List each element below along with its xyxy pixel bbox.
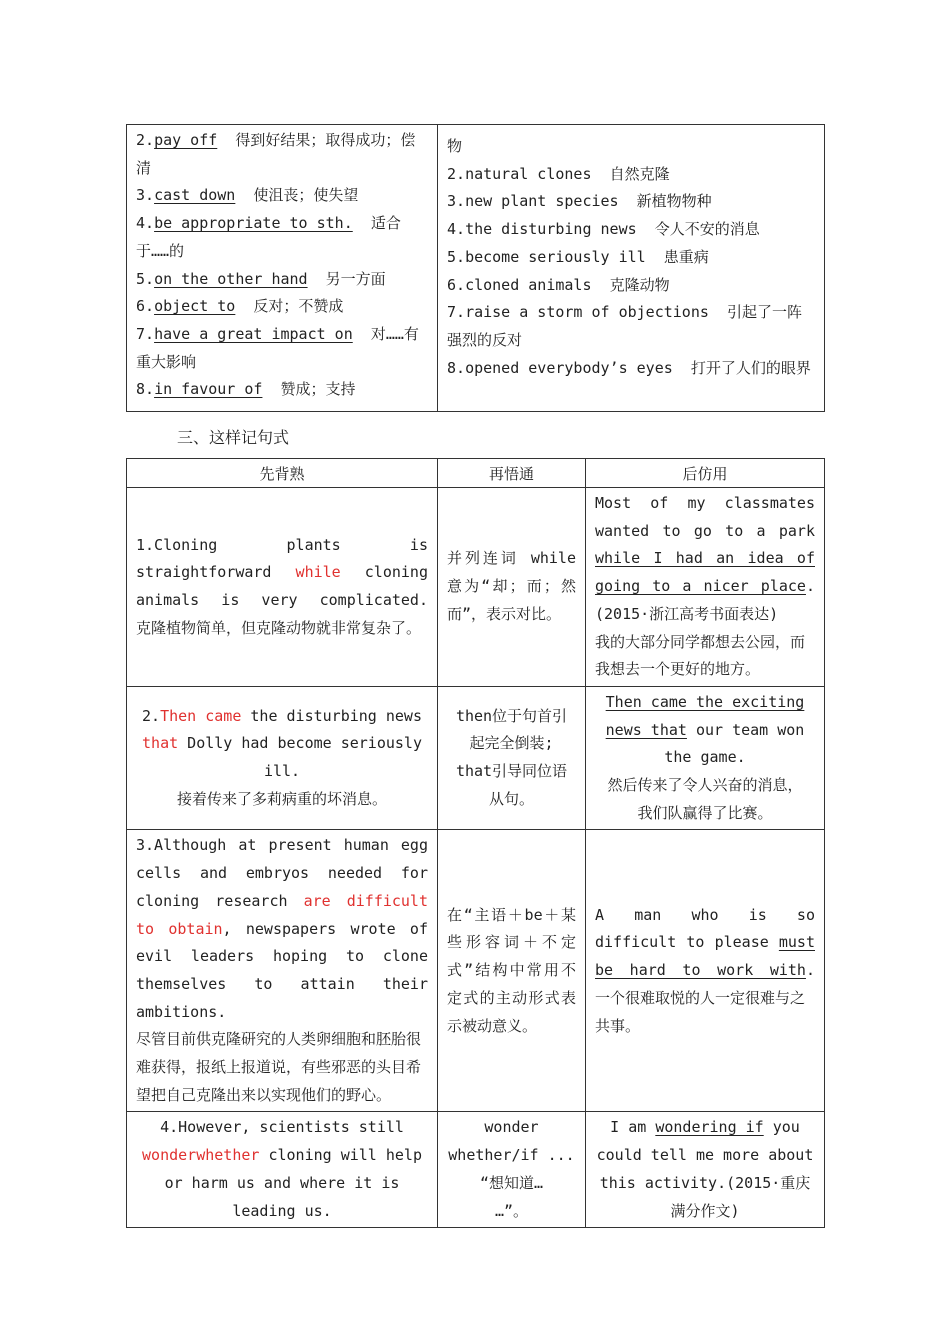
- vocab-item: [447, 272, 815, 300]
- vocab-meaning: 引起了一阵强烈的反对: [447, 303, 802, 349]
- chinese-translation: 然后传来了令人兴奋的消息，: [607, 776, 803, 795]
- vocab-number: 7.: [447, 303, 466, 322]
- understand-line: wonder: [484, 1118, 539, 1137]
- understand-line: “想知道…: [479, 1173, 544, 1192]
- table-row: [127, 686, 825, 830]
- sentence-text: you could tell me more about this activity.(2015·重庆满分作文): [596, 1118, 814, 1220]
- highlight-word: while: [295, 563, 341, 582]
- sentence-text: 3.Although at present human egg cells and embryos needed for cloning research: [136, 836, 428, 910]
- vocab-phrase: new plant species: [465, 192, 619, 211]
- vocab-meaning: 令人不安的消息: [654, 220, 760, 239]
- vocab-phrase: cloned animals: [465, 275, 592, 294]
- sentence-text: 1.Cloning plants is straightforward: [136, 535, 428, 582]
- sentence-text: our team won the game.: [664, 720, 805, 767]
- vocab-item: [447, 299, 815, 354]
- sentence-table-header: [127, 459, 825, 488]
- vocab-phrase: on the other hand: [154, 269, 308, 288]
- vocab-item: [447, 188, 815, 216]
- understand-cell: 在“主语＋be＋某些形容词＋不定式”结构中常用不定式的主动形式表示被动意义。: [438, 830, 586, 1112]
- vocab-number: 5.: [447, 247, 466, 266]
- sentence-text: I am: [610, 1118, 656, 1137]
- sentence-text: cloning will help or harm us and where it is leading us.: [164, 1146, 422, 1220]
- vocab-item: [136, 127, 428, 182]
- vocab-right-continuation: 物: [447, 137, 463, 155]
- vocab-phrase: cast down: [154, 186, 236, 205]
- header-memorize: 先背熟: [127, 459, 438, 488]
- vocab-item: [136, 266, 428, 294]
- understand-line: …”。: [494, 1201, 529, 1220]
- vocab-meaning: 使沮丧；使失望: [253, 186, 359, 205]
- vocab-item: [447, 161, 815, 189]
- vocab-meaning: 自然克隆: [609, 164, 670, 183]
- chinese-translation: 接着传来了多莉病重的坏消息。: [176, 789, 387, 808]
- table-row: [127, 830, 825, 1112]
- vocab-phrase: have a great impact on: [154, 324, 353, 343]
- understand-cell: [438, 1112, 586, 1228]
- chinese-translation: 一个很难取悦的人一定很难与之共事。: [595, 988, 806, 1035]
- vocab-number: 6.: [136, 297, 155, 316]
- section-heading: 三、这样记句式: [177, 428, 290, 447]
- vocab-item: [136, 321, 428, 376]
- vocab-left-cell: [127, 125, 438, 412]
- vocab-meaning: 患重病: [663, 247, 709, 266]
- vocab-number: 3.: [136, 186, 155, 205]
- vocab-number: 2.: [136, 131, 155, 149]
- vocab-number: 7.: [136, 324, 155, 343]
- vocab-meaning: 反对；不赞成: [253, 297, 344, 316]
- vocab-number: 5.: [136, 269, 155, 288]
- highlight-word: are difficult to obtain: [136, 891, 428, 938]
- understand-line: that引导同位语: [455, 762, 568, 781]
- vocab-number: 2.: [447, 164, 466, 183]
- vocab-meaning: 克隆动物: [609, 275, 670, 294]
- vocab-item: [136, 210, 428, 265]
- vocab-phrase: become seriously ill: [465, 247, 646, 266]
- vocab-right-cell: [438, 125, 825, 412]
- memorize-cell: [127, 686, 438, 830]
- vocab-item: [447, 244, 815, 272]
- apply-cell: [586, 830, 825, 1112]
- understand-line: 从句。: [488, 789, 534, 808]
- vocab-number: 4.: [136, 214, 155, 233]
- vocab-phrase: object to: [154, 297, 236, 316]
- sentence-text: cloning animals is very complicated.: [136, 563, 428, 609]
- vocab-number: 6.: [447, 275, 466, 294]
- chinese-translation: 我们队赢得了比赛。: [637, 803, 773, 822]
- understand-line: whether/if ...: [448, 1146, 575, 1165]
- vocab-phrase: raise a storm of objections: [465, 303, 709, 322]
- sentence-text: the disturbing news: [241, 706, 422, 725]
- header-understand: 再悟通: [438, 459, 586, 488]
- highlight-word: wonderwhether: [142, 1146, 260, 1165]
- vocab-phrase: pay off: [154, 131, 218, 149]
- vocab-phrase: the disturbing news: [465, 220, 637, 239]
- vocab-meaning: 另一方面: [325, 269, 386, 288]
- highlight-word: that: [142, 734, 179, 753]
- vocab-item: [136, 182, 428, 210]
- apply-cell: [586, 686, 825, 830]
- answer-blank: Then came the exciting news that: [605, 692, 805, 739]
- vocab-number: 3.: [447, 192, 466, 211]
- sentence-text: .: [805, 961, 815, 980]
- chinese-translation: 我的大部分同学都想去公园，而我想去一个更好的地方。: [595, 632, 806, 679]
- vocab-meaning: 新植物物种: [636, 192, 712, 211]
- vocab-item: [447, 355, 815, 383]
- understand-line: then位于句首引: [455, 706, 568, 725]
- memorize-cell: [127, 830, 438, 1112]
- vocab-meaning: 赞成；支持: [280, 380, 356, 399]
- vocab-item: [136, 293, 428, 321]
- vocab-table: [126, 124, 825, 412]
- apply-cell: [586, 488, 825, 687]
- vocab-phrase: natural clones: [465, 164, 592, 183]
- memorize-cell: [127, 488, 438, 687]
- table-row: [127, 488, 825, 687]
- understand-cell: [438, 686, 586, 830]
- understand-line: 起完全倒装;: [469, 734, 554, 753]
- sentence-text: 4.However, scientists still: [160, 1118, 404, 1137]
- vocab-number: 8.: [447, 358, 466, 377]
- sentence-text: .: [805, 577, 815, 596]
- source-note: (2015·浙江高考书面表达): [595, 604, 779, 623]
- vocab-meaning: 适合于……的: [136, 214, 401, 260]
- vocab-phrase: in favour of: [154, 380, 263, 399]
- apply-cell: [586, 1112, 825, 1228]
- sentence-text: A man who is so difficult to please: [595, 905, 815, 952]
- sentence-table: [126, 458, 825, 1228]
- vocab-phrase: be appropriate to sth.: [154, 214, 353, 233]
- chinese-translation: 克隆植物简单，但克隆动物就非常复杂了。: [136, 618, 422, 637]
- highlight-word: Then came: [160, 706, 242, 725]
- chinese-translation: 尽管目前供克隆研究的人类卵细胞和胚胎很难获得，报纸上报道说，有些邪恶的头目希望把自己克隆出来以实现他们的野心。: [136, 1030, 422, 1104]
- sentence-text: 2.: [142, 706, 161, 725]
- answer-blank: wondering if: [655, 1118, 764, 1137]
- sentence-text: Dolly had become seriously ill.: [178, 734, 422, 781]
- vocab-number: 8.: [136, 380, 155, 399]
- vocab-item: [136, 376, 428, 404]
- answer-blank: while I had an idea of going to a nicer place: [595, 549, 815, 596]
- vocab-number: 4.: [447, 220, 466, 239]
- sentence-text: Most of my classmates wanted to go to a park: [595, 494, 815, 540]
- vocab-phrase: opened everybody’s eyes: [465, 358, 673, 377]
- vocab-meaning: 打开了人们的眼界: [690, 358, 811, 377]
- table-row: [127, 1112, 825, 1228]
- vocab-meaning: 得到好结果；取得成功；偿清: [136, 131, 416, 177]
- understand-cell: 并列连词 while 意为“却；而；然而”，表示对比。: [438, 488, 586, 687]
- answer-blank: must be hard to work with: [595, 933, 815, 980]
- header-apply: 后仿用: [586, 459, 825, 488]
- memorize-cell: [127, 1112, 438, 1228]
- vocab-item: [447, 216, 815, 244]
- vocab-meaning: 对……有重大影响: [136, 324, 419, 371]
- sentence-text: , newspapers wrote of evil leaders hoping to clone themselves to attain their ambitions.: [136, 919, 428, 1021]
